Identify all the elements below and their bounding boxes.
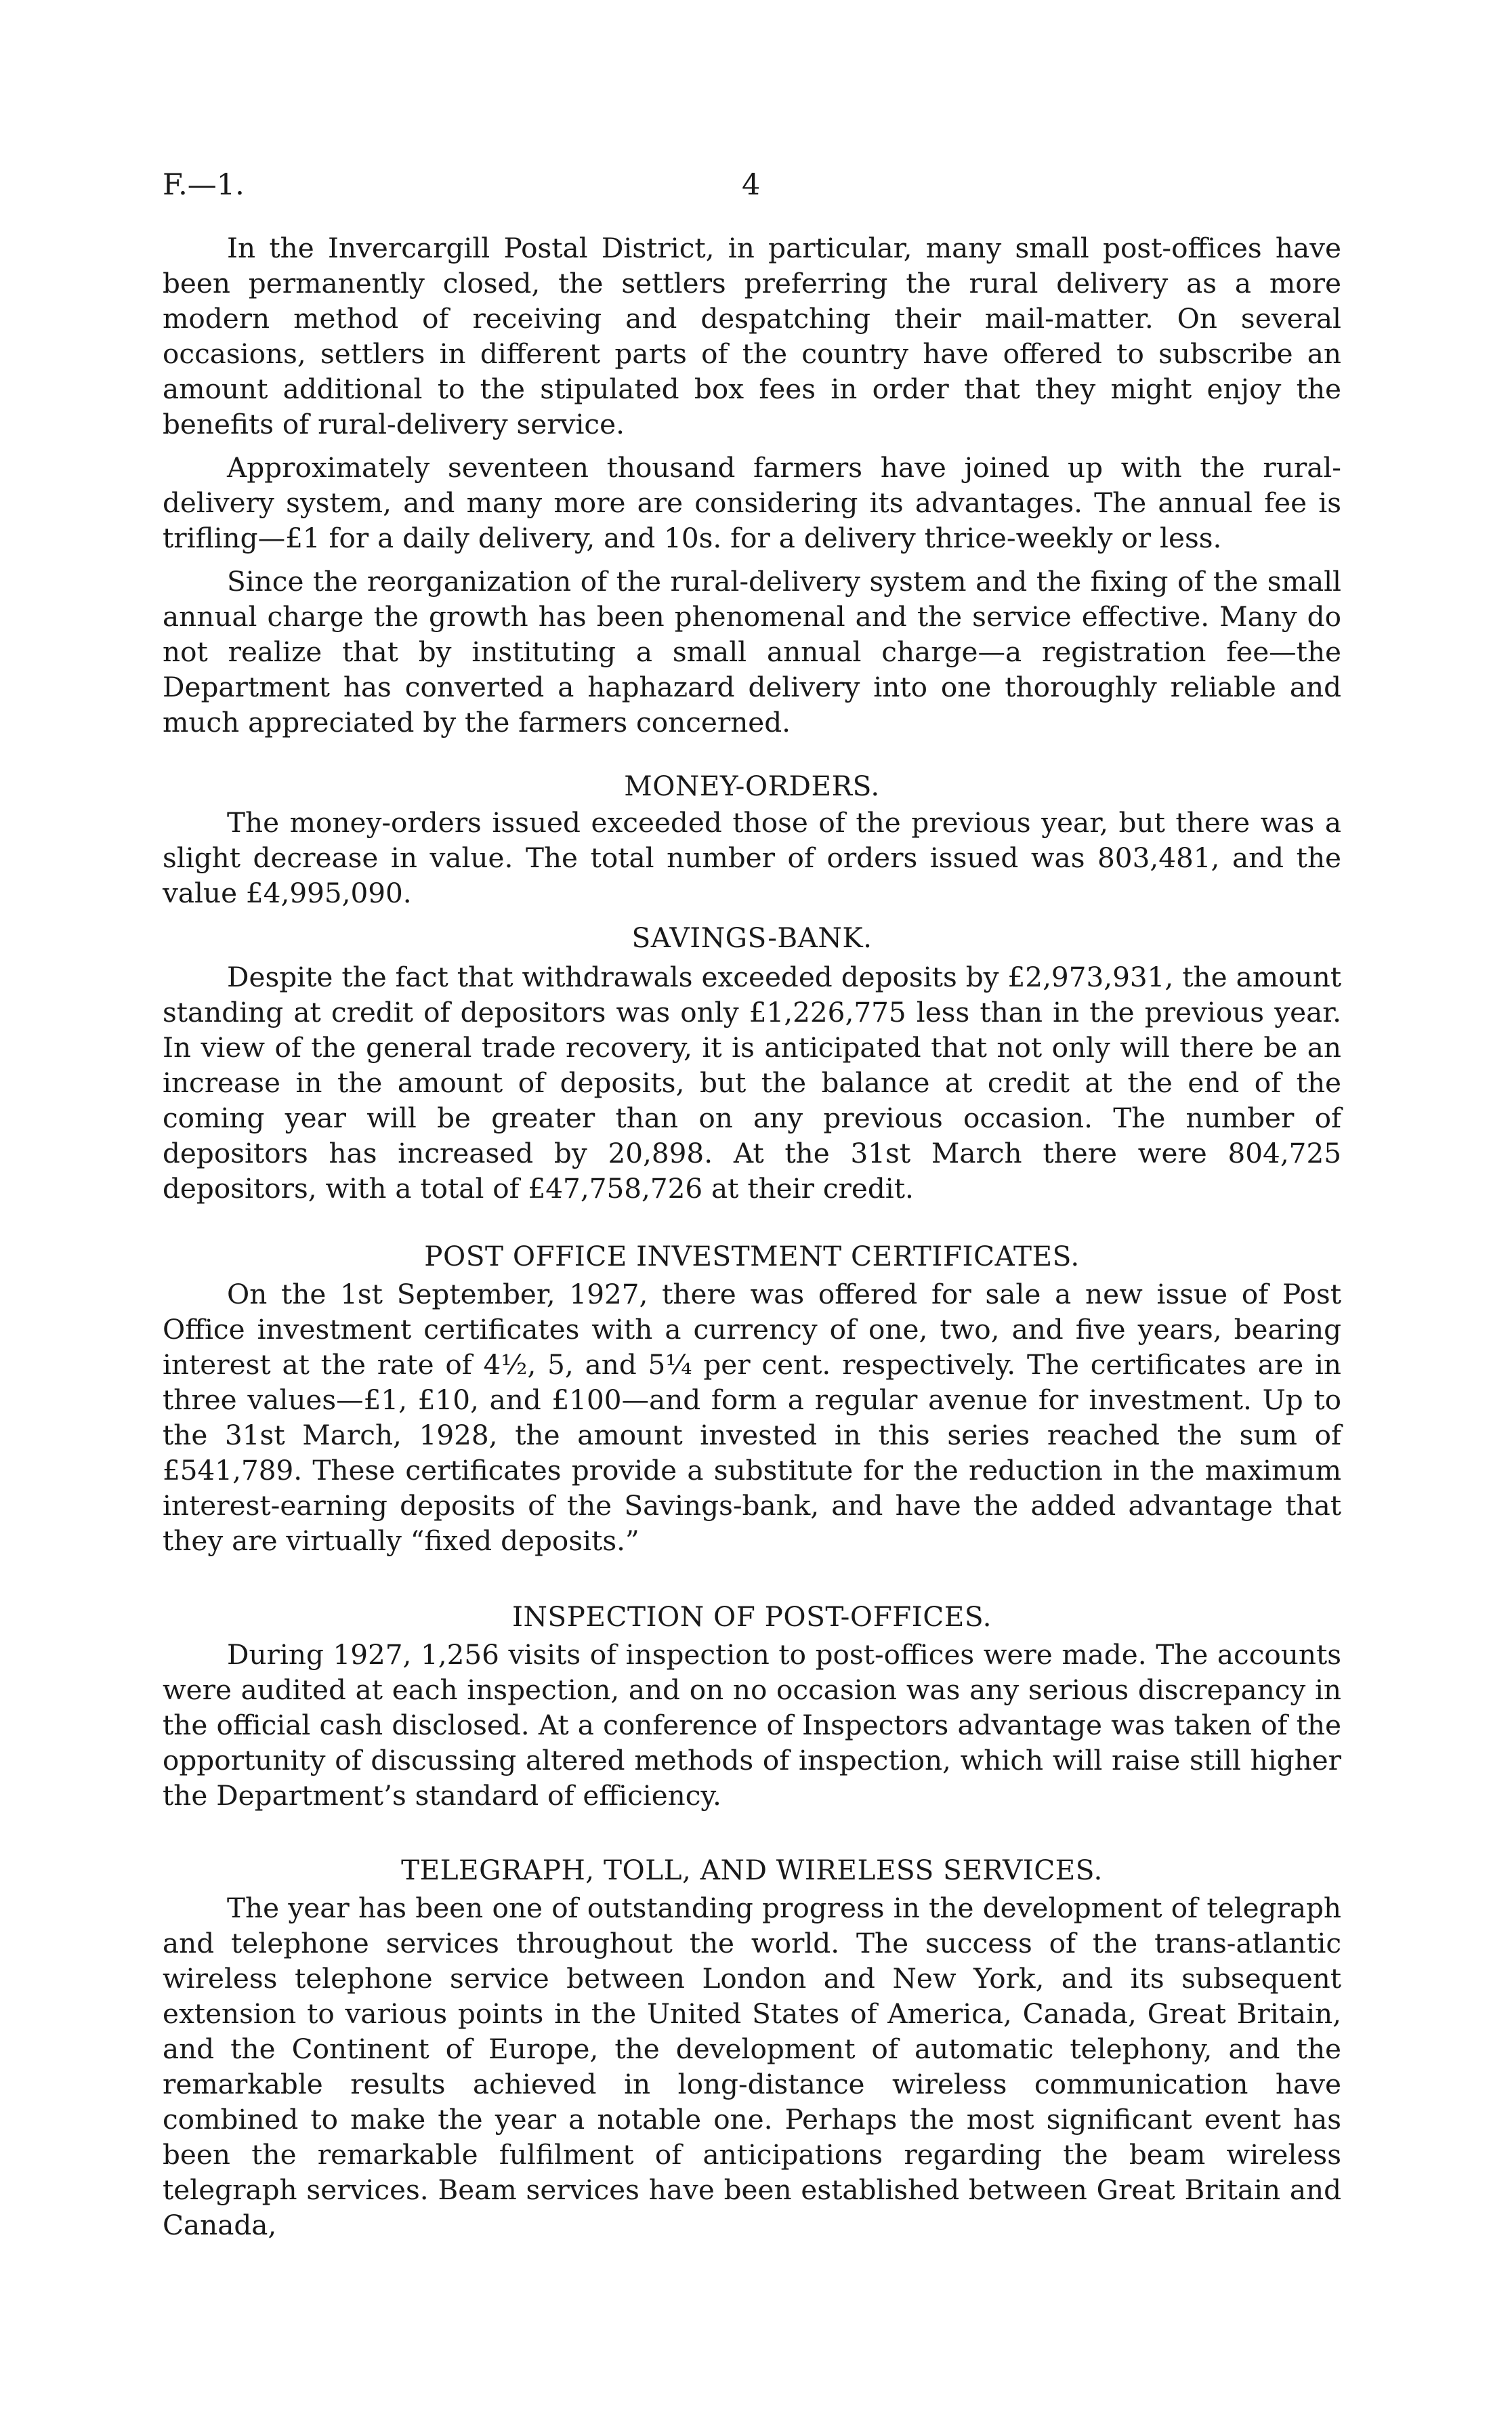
page-header — [163, 168, 1341, 209]
section-heading: TELEGRAPH, TOLL, AND WIRELESS SERVICES. — [401, 1854, 1103, 1886]
section-investment-certificates — [163, 1239, 1341, 1558]
section-rural-delivery — [163, 230, 1341, 740]
section-heading: INSPECTION OF POST-OFFICES. — [512, 1600, 992, 1633]
section-heading: MONEY-ORDERS. — [624, 770, 880, 802]
paragraph: Approximately seventeen thousand farmers have joined up with the rural-delivery system, and many more are considering its advantages. The annual fee is trifling—£1 for a daily delivery, and 10s. for a delivery thrice-weekly or less. — [163, 451, 1341, 554]
page-body — [163, 230, 1341, 2251]
section-heading: POST OFFICE INVESTMENT CERTIFICATES. — [424, 1240, 1080, 1272]
section-telegraph — [163, 1852, 1341, 2243]
paragraph: During 1927, 1,256 visits of inspection to post-offices were made. The accounts were audited at each inspection, and on no occasion was any serious discrepancy in the official cash disclosed. At a conference of Inspectors advantage was taken of the opportunity of discussing altered methods of inspection, which will raise still higher the Department’s standard of efficiency. — [163, 1638, 1341, 1812]
page-number: 4 — [742, 168, 761, 202]
paragraph: Despite the fact that withdrawals exceeded deposits by £2,973,931, the amount standing at credit of depositors was only £1,226,775 less than in the previous year. In view of the general trade recovery, it is anticipated that not only will there be an increase in the amount of deposits, but the balance at credit at the end of the coming year will be greater than on any previous occasion. The number of depositors has increased by 20,898. At the 31st March there were 804,725 depositors, with a total of £47,758,726 at their credit. — [163, 961, 1341, 1205]
paragraph: In the Invercargill Postal District, in particular, many small post-offices have been permanently closed, the settlers preferring the rural delivery as a more modern method of receiving and despatching their mail-matter. On several occasions, settlers in different parts of the country have offered to subscribe an amount additional to the stipulated box fees in order that they might enjoy the benefits of rural-delivery service. — [163, 232, 1341, 440]
document-reference: F.—1. — [163, 168, 245, 202]
paragraph: The money-orders issued exceeded those of the previous year, but there was a slight decrease in value. The total number of orders issued was 803,481, and the value £4,995,090. — [163, 806, 1341, 909]
paragraph: On the 1st September, 1927, there was offered for sale a new issue of Post Office investment certificates with a currency of one, two, and five years, bearing interest at the rate of 4½, 5, and 5¼ per cent. respectively. The certificates are in three values—£1, £10, and £100—and form a regular avenue for investment. Up to the 31st March, 1928, the amount invested in this series reached the sum of £541,789. These certificates provide a substitute for the reduction in the maximum interest-earning deposits of the Savings-bank, and have the added advantage that they are virtually “fixed deposits.” — [163, 1278, 1341, 1557]
paragraph: Since the reorganization of the rural-delivery system and the fixing of the small annual charge the growth has been phenomenal and the service effective. Many do not realize that by instituting a small annual charge—a registration fee—the Department has converted a haphazard delivery into one thoroughly reliable and much appreciated by the farmers concerned. — [163, 565, 1341, 739]
section-inspection — [163, 1599, 1341, 1813]
section-money-orders — [163, 768, 1341, 911]
section-heading: SAVINGS-BANK. — [631, 921, 873, 954]
section-savings-bank — [163, 920, 1341, 1206]
paragraph: The year has been one of outstanding progress in the development of telegraph and telephone services throughout the world. The success of the trans-atlantic wireless telephone service between London and New York, and its subsequent extension to various points in the United States of America, Canada, Great Britain, and the Continent of Europe, the development of automatic telephony, and the remarkable results achieved in long-distance wireless communication have combined to make the year a notable one. Perhaps the most significant event has been the remarkable fulfilment of anticipations regarding the beam wireless telegraph services. Beam services have been established between Great Britain and Canada, — [163, 1892, 1341, 2241]
